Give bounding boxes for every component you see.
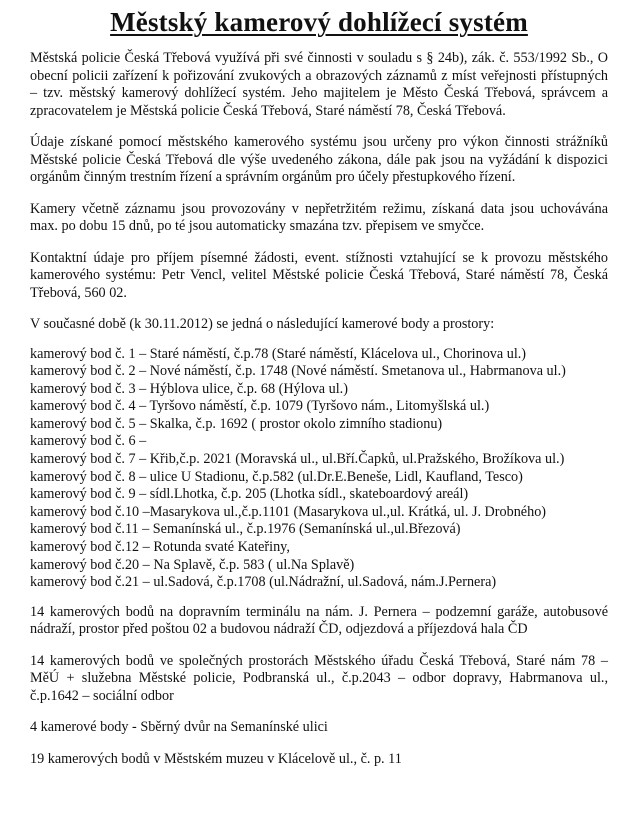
- intro-paragraph: Městská policie Česká Třebová využívá při své činnosti v souladu s § 24b), zák. č. 553/1992 Sb., O obecní policii zařízení k pořizování zvukových a obrazových záznamů z míst veřejnosti přístupných – tzv. městský kamerový dohlížecí systém. Jeho majitelem je Město Česká Třebová, správcem a zpracovatelem je Městská policie Česká Třebová, Staré náměstí 78, Česká Třebová.: [30, 50, 608, 119]
- list-item: kamerový bod č.21 – ul.Sadová, č.p.1708 (ul.Nádražní, ul.Sadová, nám.J.Pernera): [30, 574, 497, 591]
- museum-cameras-paragraph: 19 kamerových bodů v Městském muzeu v Klácelově ul., č. p. 11: [30, 750, 402, 767]
- list-item: kamerový bod č. 1 – Staré náměstí, č.p.78 (Staré náměstí, Klácelova ul., Chorinova ul.): [30, 345, 527, 362]
- list-item: kamerový bod č. 4 – Tyršovo náměstí, č.p. 1079 (Tyršovo nám., Litomyšlská ul.): [30, 398, 490, 415]
- list-item: kamerový bod č. 6 –: [30, 433, 147, 450]
- list-item: kamerový bod č.10 –Masarykova ul.,č.p.1101 (Masarykova ul.,ul. Krátká, ul. J. Drobného): [30, 503, 547, 520]
- page-title: Městský kamerový dohlížecí systém: [110, 7, 528, 37]
- retention-paragraph: Kamery včetně záznamu jsou provozovány v nepřetržitém režimu, získaná data jsou uchovávána max. po dobu 15 dnů, po té jsou automaticky smazána tzv. přepisem ve smyčce.: [30, 200, 608, 234]
- list-item: kamerový bod č.20 – Na Splavě, č.p. 583 ( ul.Na Splavě): [30, 556, 355, 573]
- collection-yard-cameras-paragraph: 4 kamerové body - Sběrný dvůr na Semanínské ulici: [30, 719, 328, 736]
- data-usage-paragraph: Údaje získané pomocí městského kamerového systému jsou určeny pro výkon činnosti strážníků Městské policie Česká Třebová dle výše uvedeného zákona, dále pak jsou na vyžádání k dispozici orgánům činným trestním řízení a správním orgánům pro účely přestupkového řízení.: [30, 134, 608, 185]
- list-item: kamerový bod č.12 – Rotunda svaté Kateřiny,: [30, 539, 290, 556]
- list-item: kamerový bod č. 3 – Hýblova ulice, č.p. 68 (Hýlova ul.): [30, 380, 348, 397]
- municipal-office-cameras-paragraph: 14 kamerových bodů ve společných prostorách Městského úřadu Česká Třebová, Staré nám 78 – MěÚ + služebna Městské policie, Podbranská ul., č.p.2043 – odbor dopravy, Habrmanova ul., č.p.1642 – sociální odbor: [30, 652, 608, 704]
- list-item: kamerový bod č. 8 – ulice U Stadionu, č.p.582 (ul.Dr.E.Beneše, Lidl, Kaufland, Tesco): [30, 468, 523, 485]
- list-item: kamerový bod č. 9 – sídl.Lhotka, č.p. 205 (Lhotka sídl., skateboardový areál): [30, 486, 469, 503]
- terminal-cameras-paragraph: 14 kamerových bodů na dopravním terminálu na nám. J. Pernera – podzemní garáže, autobusové nádraží, prostor před poštou 02 a budovou nádraží ČD, odjezdová a příjezdová hala ČD: [30, 603, 608, 638]
- camera-points-list: [30, 346, 608, 592]
- list-item: kamerový bod č. 5 – Skalka, č.p. 1692 ( prostor okolo zimního stadionu): [30, 415, 443, 432]
- list-item: kamerový bod č. 7 – Křib,č.p. 2021 (Moravská ul., ul.Bří.Čapků, ul.Pražského, Brožíkova ul.): [30, 451, 565, 468]
- contact-paragraph: Kontaktní údaje pro příjem písemné žádosti, event. stížnosti vztahující se k provozu městského kamerového systému: Petr Vencl, velitel Městské policie Česká Třebová, Staré náměstí 78, Česká Třebová, 560 02.: [30, 249, 608, 301]
- list-item: kamerový bod č. 2 – Nové náměstí, č.p. 1748 (Nové náměstí. Smetanova ul., Habrmanova ul.): [30, 363, 566, 380]
- document-page: [30, 6, 608, 782]
- camera-points-intro: V současné době (k 30.11.2012) se jedná o následující kamerové body a prostory:: [30, 316, 495, 332]
- list-item: kamerový bod č.11 – Semanínská ul., č.p.1976 (Semanínská ul.,ul.Březová): [30, 521, 461, 538]
